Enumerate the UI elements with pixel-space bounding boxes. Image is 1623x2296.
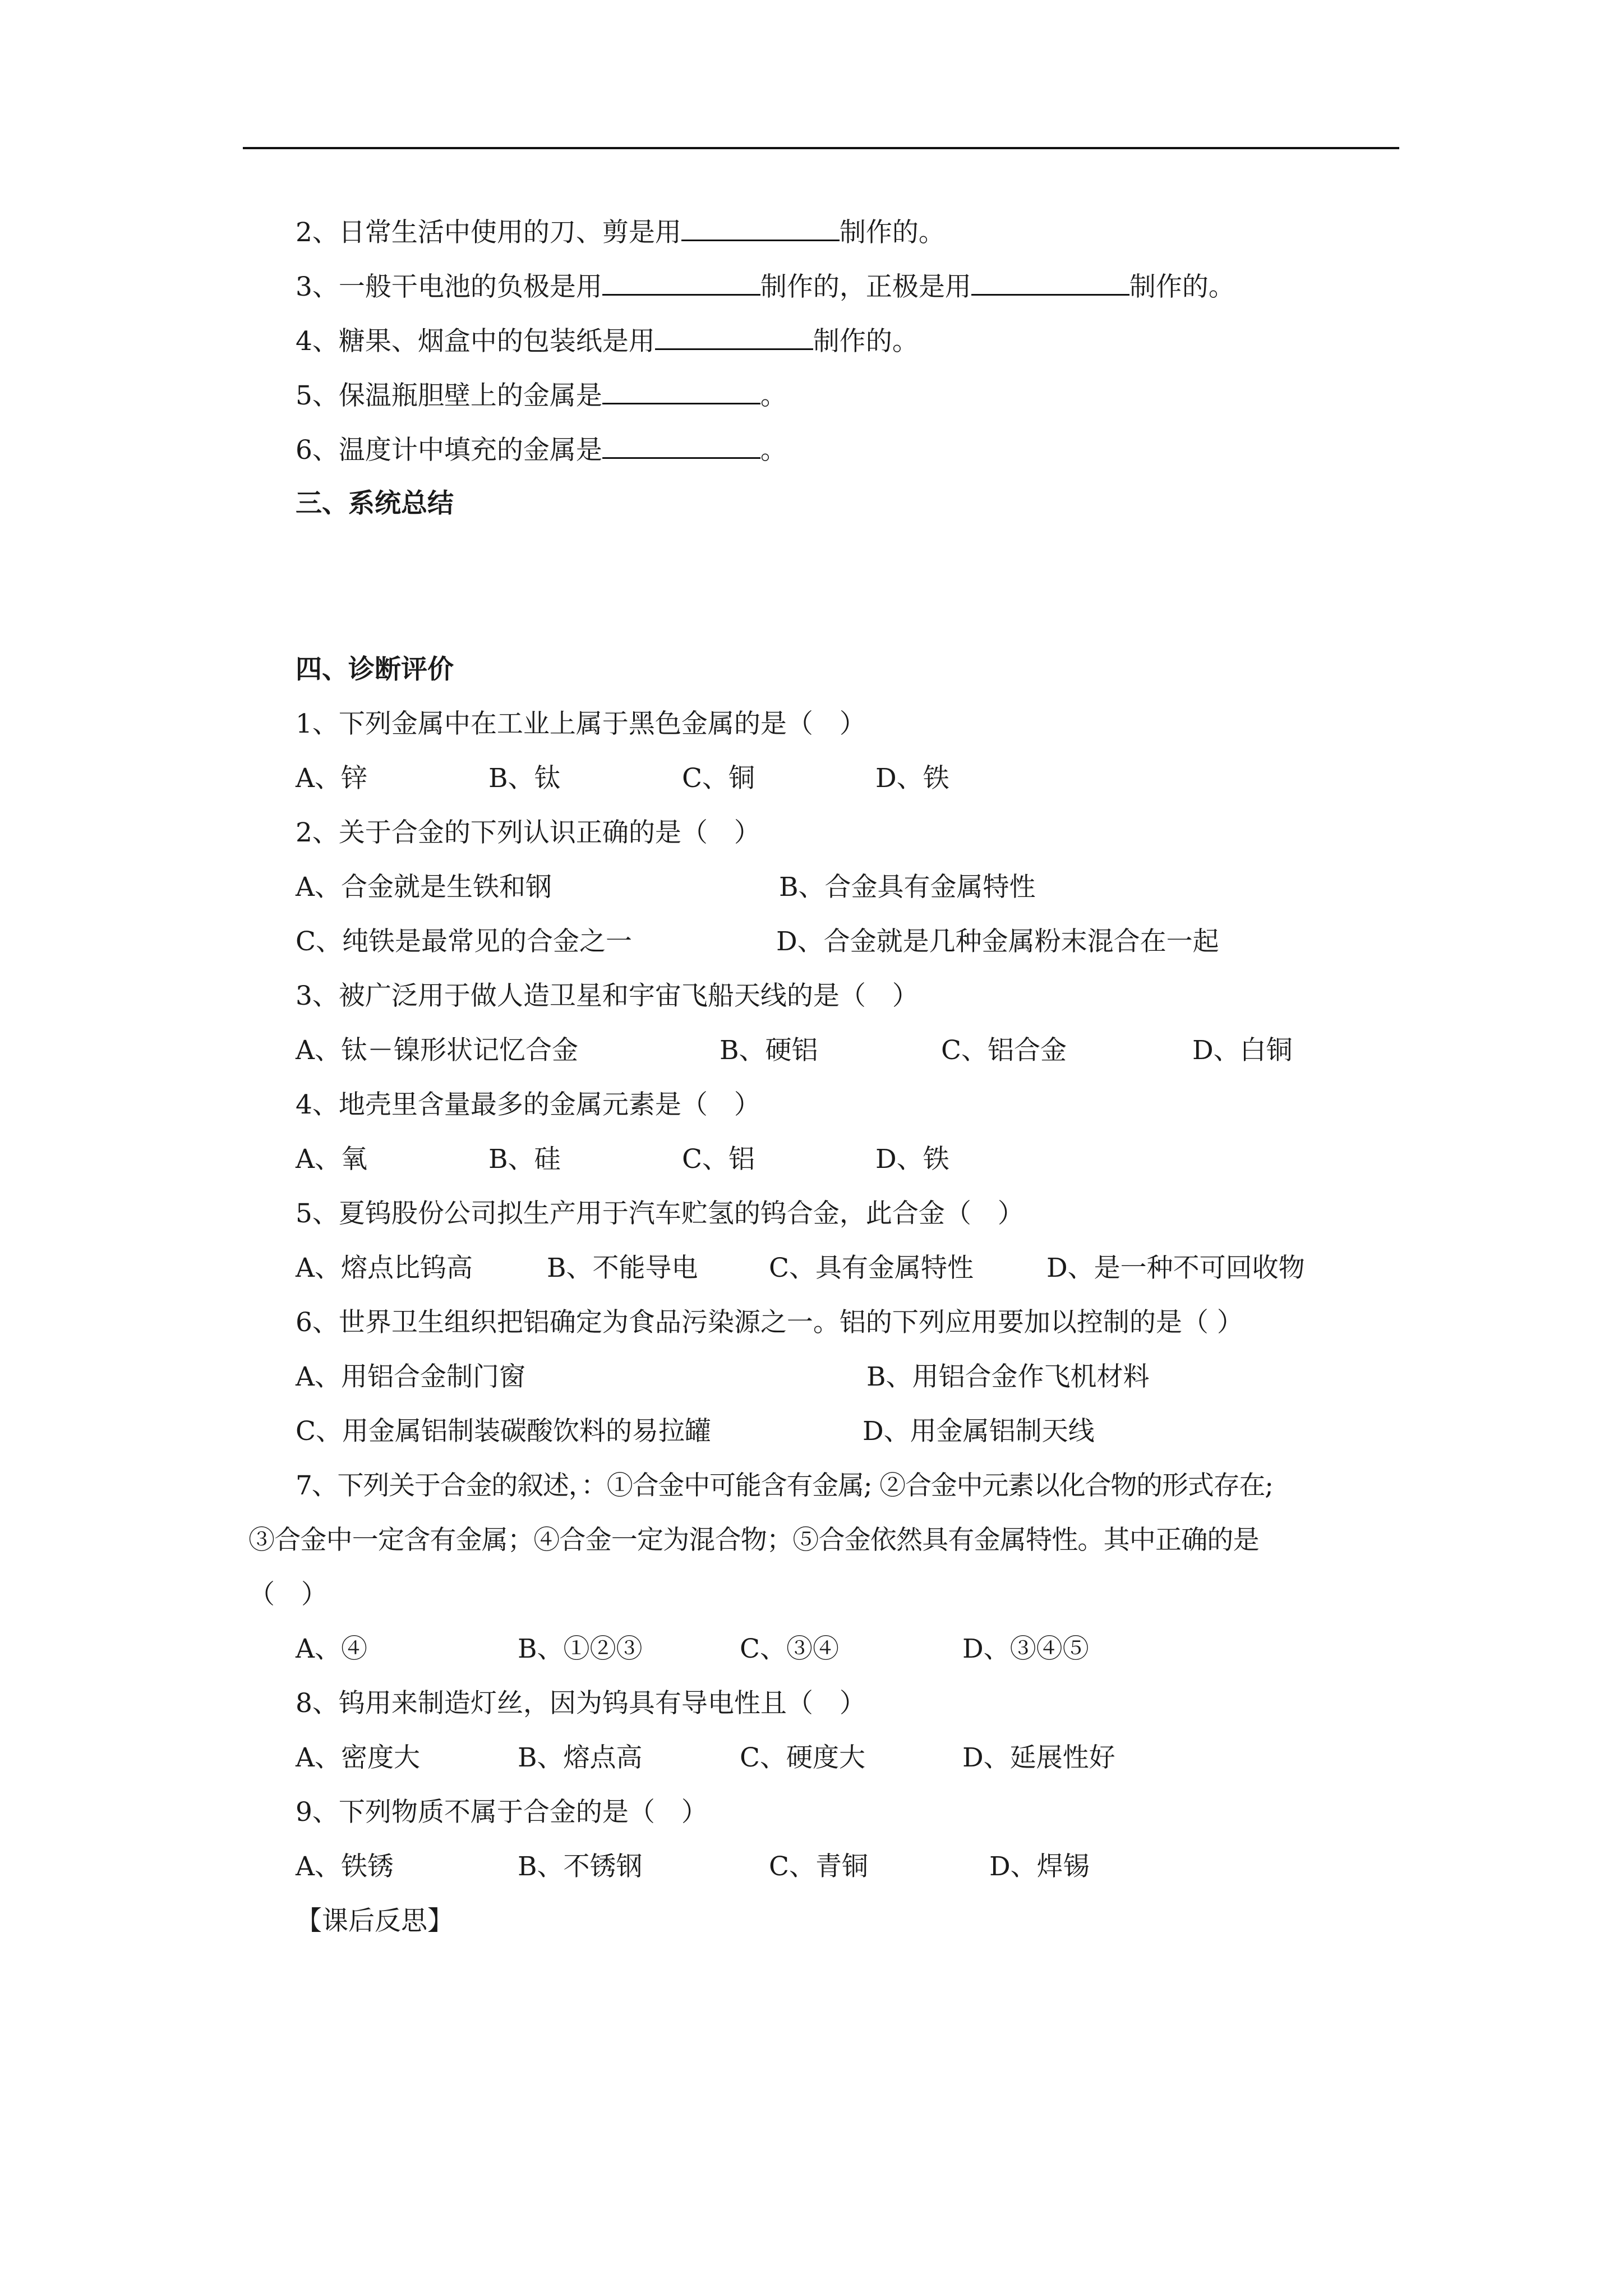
option-c[interactable]: C、青铜 — [769, 1851, 868, 1882]
question-stem: 7、下列关于合金的叙述，：①合金中可能含有金属; ②合金中元素以化合物的形式存在; — [296, 1470, 1273, 1501]
question-stem: 3、被广泛用于做人造卫星和宇宙飞船天线的是（ ） — [296, 981, 919, 1011]
answer-blank[interactable] — [602, 378, 760, 404]
fill-blank-3 — [296, 269, 1235, 303]
option-d[interactable]: D、合金就是几种金属粉末混合在一起 — [776, 926, 1219, 957]
option-c[interactable]: C、用金属铝制装碳酸饮料的易拉罐 — [296, 1416, 711, 1447]
option-a[interactable]: A、氧 — [296, 1144, 367, 1175]
option-a[interactable]: A、铁锈 — [296, 1851, 394, 1882]
option-c[interactable]: C、硬度大 — [740, 1742, 865, 1773]
option-c[interactable]: C、③④ — [740, 1634, 839, 1664]
option-a[interactable]: A、④ — [296, 1634, 367, 1664]
fill-blank-text: 。 — [760, 435, 787, 466]
option-d[interactable]: D、③④⑤ — [962, 1634, 1089, 1664]
option-b[interactable]: B、硬铝 — [720, 1035, 818, 1066]
answer-blank[interactable] — [971, 269, 1129, 296]
fill-blank-text: 制作的。 — [839, 217, 945, 248]
option-d[interactable]: D、焊锡 — [989, 1851, 1090, 1882]
option-a[interactable]: A、密度大 — [296, 1742, 420, 1773]
option-d[interactable]: D、白铜 — [1192, 1035, 1293, 1066]
answer-blank[interactable] — [655, 324, 813, 350]
option-c[interactable]: C、铜 — [682, 763, 755, 794]
fill-blank-text: 4、糖果、烟盒中的包装纸是用 — [296, 326, 655, 357]
fill-blank-text: 制作的，正极是用 — [760, 272, 971, 302]
option-b[interactable]: B、①②③ — [518, 1634, 643, 1664]
header-rule — [243, 147, 1399, 149]
fill-blank-5 — [296, 378, 787, 412]
question-stem: 2、关于合金的下列认识正确的是（ ） — [296, 817, 760, 848]
option-a[interactable]: A、锌 — [296, 763, 367, 794]
option-d[interactable]: D、铁 — [875, 1144, 949, 1175]
option-d[interactable]: D、铁 — [875, 763, 949, 794]
question-stem-continued: ③合金中一定含有金属；④合金一定为混合物；⑤合金依然具有金属特性。其中正确的是 — [248, 1525, 1259, 1556]
section-title-evaluation: 四、诊断评价 — [296, 654, 454, 685]
option-b[interactable]: B、不能导电 — [547, 1253, 698, 1283]
question-stem: 1、下列金属中在工业上属于黑色金属的是（ ） — [296, 708, 866, 739]
fill-blank-4 — [296, 324, 919, 357]
question-stem: 5、夏钨股份公司拟生产用于汽车贮氢的钨合金，此合金（ ） — [296, 1198, 1024, 1229]
option-a[interactable]: A、钛－镍形状记忆合金 — [296, 1035, 578, 1066]
fill-blank-6 — [296, 432, 787, 466]
question-stem: 9、下列物质不属于合金的是（ ） — [296, 1797, 708, 1828]
option-c[interactable]: C、铝 — [682, 1144, 755, 1175]
option-b[interactable]: B、熔点高 — [518, 1742, 643, 1773]
reflection-heading: 【课后反思】 — [296, 1906, 454, 1936]
fill-blank-text: 3、一般干电池的负极是用 — [296, 272, 602, 302]
question-stem: 6、世界卫生组织把铝确定为食品污染源之一。铝的下列应用要加以控制的是（ ） — [296, 1307, 1243, 1338]
fill-blank-text: 2、日常生活中使用的刀、剪是用 — [296, 217, 681, 248]
fill-blank-text: 制作的。 — [1129, 272, 1235, 302]
question-stem-continued: （ ） — [248, 1579, 328, 1610]
answer-blank[interactable] — [602, 269, 760, 296]
option-d[interactable]: D、是一种不可回收物 — [1046, 1253, 1305, 1283]
option-b[interactable]: B、用铝合金作飞机材料 — [866, 1361, 1150, 1392]
fill-blank-text: 6、温度计中填充的金属是 — [296, 435, 602, 466]
option-b[interactable]: B、钛 — [488, 763, 561, 794]
option-a[interactable]: A、用铝合金制门窗 — [296, 1361, 525, 1392]
option-c[interactable]: C、纯铁是最常见的合金之一 — [296, 926, 632, 957]
question-stem: 4、地壳里含量最多的金属元素是（ ） — [296, 1089, 760, 1120]
option-a[interactable]: A、合金就是生铁和钢 — [296, 872, 552, 903]
option-c[interactable]: C、铝合金 — [941, 1035, 1067, 1066]
fill-blank-text: 5、保温瓶胆壁上的金属是 — [296, 380, 602, 411]
option-d[interactable]: D、延展性好 — [962, 1742, 1115, 1773]
section-title-summary: 三、系统总结 — [296, 488, 454, 519]
answer-blank[interactable] — [602, 432, 760, 459]
option-d[interactable]: D、用金属铝制天线 — [863, 1416, 1095, 1447]
fill-blank-2 — [296, 215, 945, 249]
question-stem: 8、钨用来制造灯丝，因为钨具有导电性且（ ） — [296, 1688, 866, 1719]
answer-blank[interactable] — [681, 215, 840, 241]
option-a[interactable]: A、熔点比钨高 — [296, 1253, 473, 1283]
fill-blank-text: 制作的。 — [813, 326, 919, 357]
option-b[interactable]: B、硅 — [488, 1144, 561, 1175]
option-c[interactable]: C、具有金属特性 — [769, 1253, 974, 1283]
option-b[interactable]: B、合金具有金属特性 — [779, 872, 1036, 903]
fill-blank-text: 。 — [760, 380, 787, 411]
option-b[interactable]: B、不锈钢 — [518, 1851, 643, 1882]
